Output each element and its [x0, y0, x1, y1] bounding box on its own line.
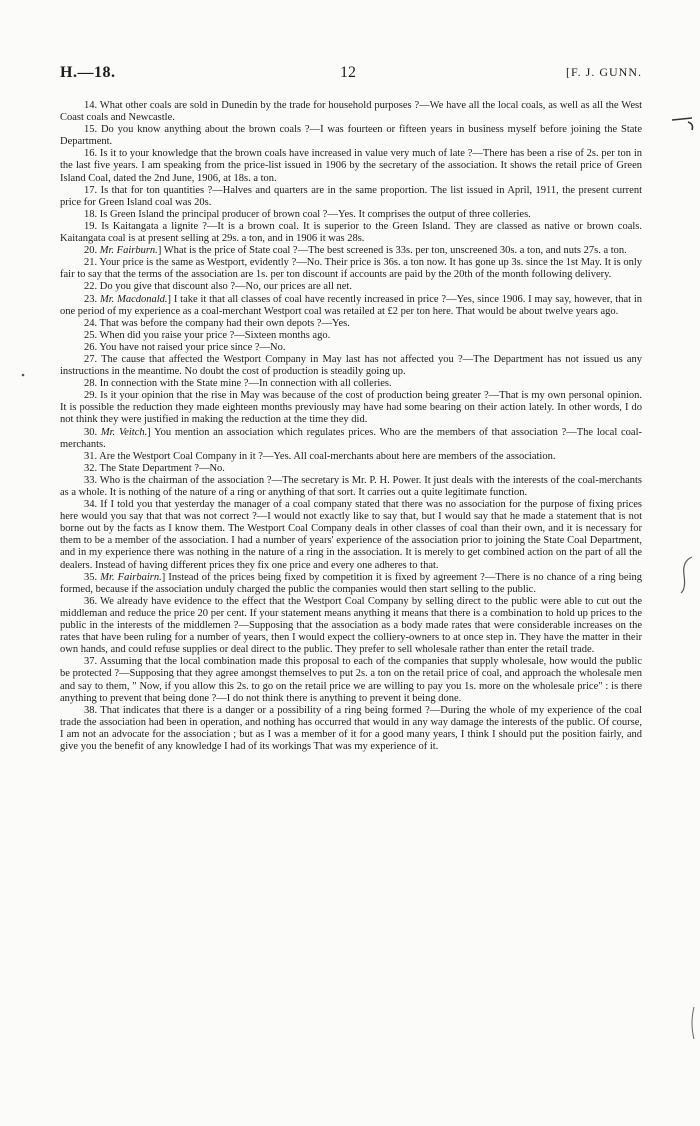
- question-answer-paragraph: 31. Are the Westport Coal Company in it ?—Yes. All coal-merchants about here are members of the association.: [84, 450, 556, 462]
- question-answer-paragraph: 17. Is that for ton quantities ?—Halves and quarters are in the same proportion. The list issued in April, 1911, the present current price for Green Island coal was 20s.: [60, 184, 642, 208]
- question-answer-paragraph: 34. If I told you that yesterday the manager of a coal company stated that there was no association for the purpose of fixing prices here would you say that that was not correct ?—I would not exactly like to say that, but I would say that he made a statement that is not borne out by the facts as I know them. The Westport Coal Company deals in other classes of coal than their own, and it is necessary for them to be a member of the association. I had a number of years' experience of the association prior to joining the State Coal Department, and in my experience there was nothing in the nature of a ring in the association. It is merely to get combined action on the part of all the dealers. Instead of having different prices they fix one price and every one adheres to that.: [60, 499, 642, 571]
- question-answer-paragraph: 30. Mr. Veitch.] You mention an association which regulates prices. Who are the members of that association ?—The local coal-merchants.: [60, 426, 642, 450]
- speaker-name: Mr. Fairburn.: [99, 245, 158, 257]
- paragraph-text: What is the price of State coal ?—The best screened is 33s. per ton, unscreened 30s. a ton, and nuts 27s. a ton.: [163, 245, 627, 257]
- page-number: 12: [340, 64, 356, 81]
- question-answer-paragraph: 33. Who is the chairman of the association ?—The secretary is Mr. P. H. Power. It just deals with the interests of the coal-merchants as a whole. It is nothing of the nature of a ring or anything of that sort. It carries out a quite legitimate function.: [60, 474, 642, 498]
- question-answer-paragraph: 16. Is it to your knowledge that the brown coals have increased in value very much of late ?—There has been a rise of 2s. per ton in the last five years. I am speaking from the price-list issued in 1906 by the secretary of the association. It shows the retail price of Green Island Coal, dated the 2nd June, 1906, at 18s. a ton.: [60, 148, 642, 184]
- question-answer-paragraph: 23. Mr. Macdonald.] I take it that all classes of coal have recently increased in price ?—Yes, since 1906. I may say, however, that in one period of my experience as a coal-merchant Westport coal was retailed at £2 per ton here. That would be about twelve years ago.: [60, 293, 643, 317]
- question-number: 20.: [84, 245, 98, 257]
- question-number: 23.: [84, 293, 98, 305]
- margin-dot-mark: [20, 372, 26, 378]
- question-answer-paragraph: 18. Is Green Island the principal producer of brown coal ?—Yes. It comprises the output of three colleries.: [84, 208, 531, 220]
- question-answer-paragraph: 15. Do you know anything about the brown coals ?—I was fourteen or fifteen years in business myself before joining the State Department.: [60, 124, 642, 148]
- question-answer-paragraph: 36. We already have evidence to the effect that the Westport Coal Company by selling direct to the public were able to cut out the middleman and reduce the price 20 per cent. If your statement means anything it means that there is a combination to hold up prices to the public in the interests of the middlemen ?—Supposing that the association as a body made rates that were considerable increases on the rates that have been ruling for a number of years, then I would expect the colliery-owners to at once step in. They have the matter in their own hands, and could refuse supplies or deal direct to the public. They prefer to sell wholesale rather than enter the retail trade.: [60, 595, 642, 656]
- speaker-name: Mr. Veitch.: [100, 426, 148, 438]
- speaker-name: Mr. Macdonald.: [99, 293, 168, 305]
- question-number: 30.: [84, 426, 98, 438]
- question-answer-paragraph: 25. When did you raise your price ?—Sixteen months ago.: [84, 329, 331, 341]
- question-answer-paragraph: 14. What other coals are sold in Dunedin by the trade for household purposes ?—We have all the local coals, as well as all the West Coast coals and Newcastle.: [60, 100, 642, 124]
- question-answer-paragraph: 28. In connection with the State mine ?—In connection with all colleries.: [84, 378, 392, 390]
- witness-name: [F. J. GUNN.: [565, 65, 642, 79]
- question-answer-paragraph: 27. The cause that affected the Westport Company in May last has not affected you ?—The Department has not issued us any instructions in the meantime. No doubt the cost of production is steadily going up.: [60, 353, 642, 378]
- question-answer-paragraph: 21. Your price is the same as Westport, evidently ?—No. Their price is 36s. a ton now. It has gone up 3s. since the 1st May. It is only fair to say that the terms of the association are 1s. per ton discount if accounts are paid by the 20th of the month following delivery.: [60, 257, 642, 281]
- question-answer-paragraph: 37. Assuming that the local combination made this proposal to each of the companies that supply wholesale, how would the public be protected ?—Supposing that they agree amongst themselves to put 2s. a ton on the retail price of coal, and approach the wholesale men and say to them, " Now, if you allow this 2s. to go on the retail price we are willing to pay you 1s. more on the wholesale price" : is there anything to prevent that being done ?—I do not think there is anything to prevent it being done.: [60, 656, 642, 704]
- question-answer-paragraph: 19. Is Kaitangata a lignite ?—It is a brown coal. It is superior to the Green Island. They are classed as native or brown coals. Kaitangata coal is at present selling at 29s. a ton, and in 1906 it was 28s.: [60, 220, 642, 245]
- paragraph-text: I take it that all classes of coal have recently increased in price ?—Yes, since 1906. I may say, however, that in one period of my experience as a coal-merchant Westport coal was retailed at £2 per ton here. That would be about twelve years ago.: [60, 293, 643, 317]
- margin-tick-mark: [670, 108, 698, 132]
- paragraph-text: Instead of the prices being fixed by competition it is fixed by agreement ?—There is no chance of a ring being formed, because if the association unduly charged the public the companies would then start selling to the public.: [60, 571, 642, 595]
- page-header: [60, 64, 642, 84]
- question-answer-paragraph: 32. The State Department ?—No.: [84, 462, 225, 474]
- question-answer-paragraph: 38. That indicates that there is a danger or a possibility of a ring being formed ?—During the whole of my experience of the coal trade the association had been in operation, and nothing has occurred that would in any way damage the interests of the public. Of course, I am not an advocate for the association ; but as I was a member of it for a good many years, I think I should put the position fairly, and give you the benefit of any knowledge I had of its workings That was my experience of it.: [60, 704, 642, 752]
- question-answer-paragraph: 29. Is it your opinion that the rise in May was because of the cost of production being greater ?—That is my own personal opinion. It is possible the reduction they made eighteen months previously may have had some bearing on their action lately. In other words, I do not think they were justified in making the reduction at the time they did.: [60, 390, 642, 426]
- margin-bracket-mark: [678, 555, 696, 595]
- margin-edge-mark: [688, 1005, 698, 1041]
- question-answer-paragraph: 35. Mr. Fairbairn.] Instead of the prices being fixed by competition it is fixed by agreement ?—There is no chance of a ring being formed, because if the association unduly charged the public the companies would then start selling to the public.: [60, 571, 642, 595]
- question-answer-paragraph: 20. Mr. Fairburn.] What is the price of State coal ?—The best screened is 33s. per ton, unscreened 30s. a ton, and nuts 27s. a ton.: [84, 245, 627, 257]
- question-number: 35.: [84, 571, 98, 583]
- paragraph-text: You mention an association which regulates prices. Who are the members of that association ?—The local coal-merchants.: [60, 426, 642, 450]
- document-body: [60, 100, 642, 753]
- question-answer-paragraph: 22. Do you give that discount also ?—No, our prices are all net.: [84, 281, 352, 293]
- question-answer-paragraph: 26. You have not raised your price since ?—No.: [84, 341, 286, 353]
- speaker-name: Mr. Fairbairn.: [100, 571, 162, 583]
- document-reference: H.—18.: [60, 64, 116, 81]
- question-answer-paragraph: 24. That was before the company had their own depots ?—Yes.: [84, 317, 350, 329]
